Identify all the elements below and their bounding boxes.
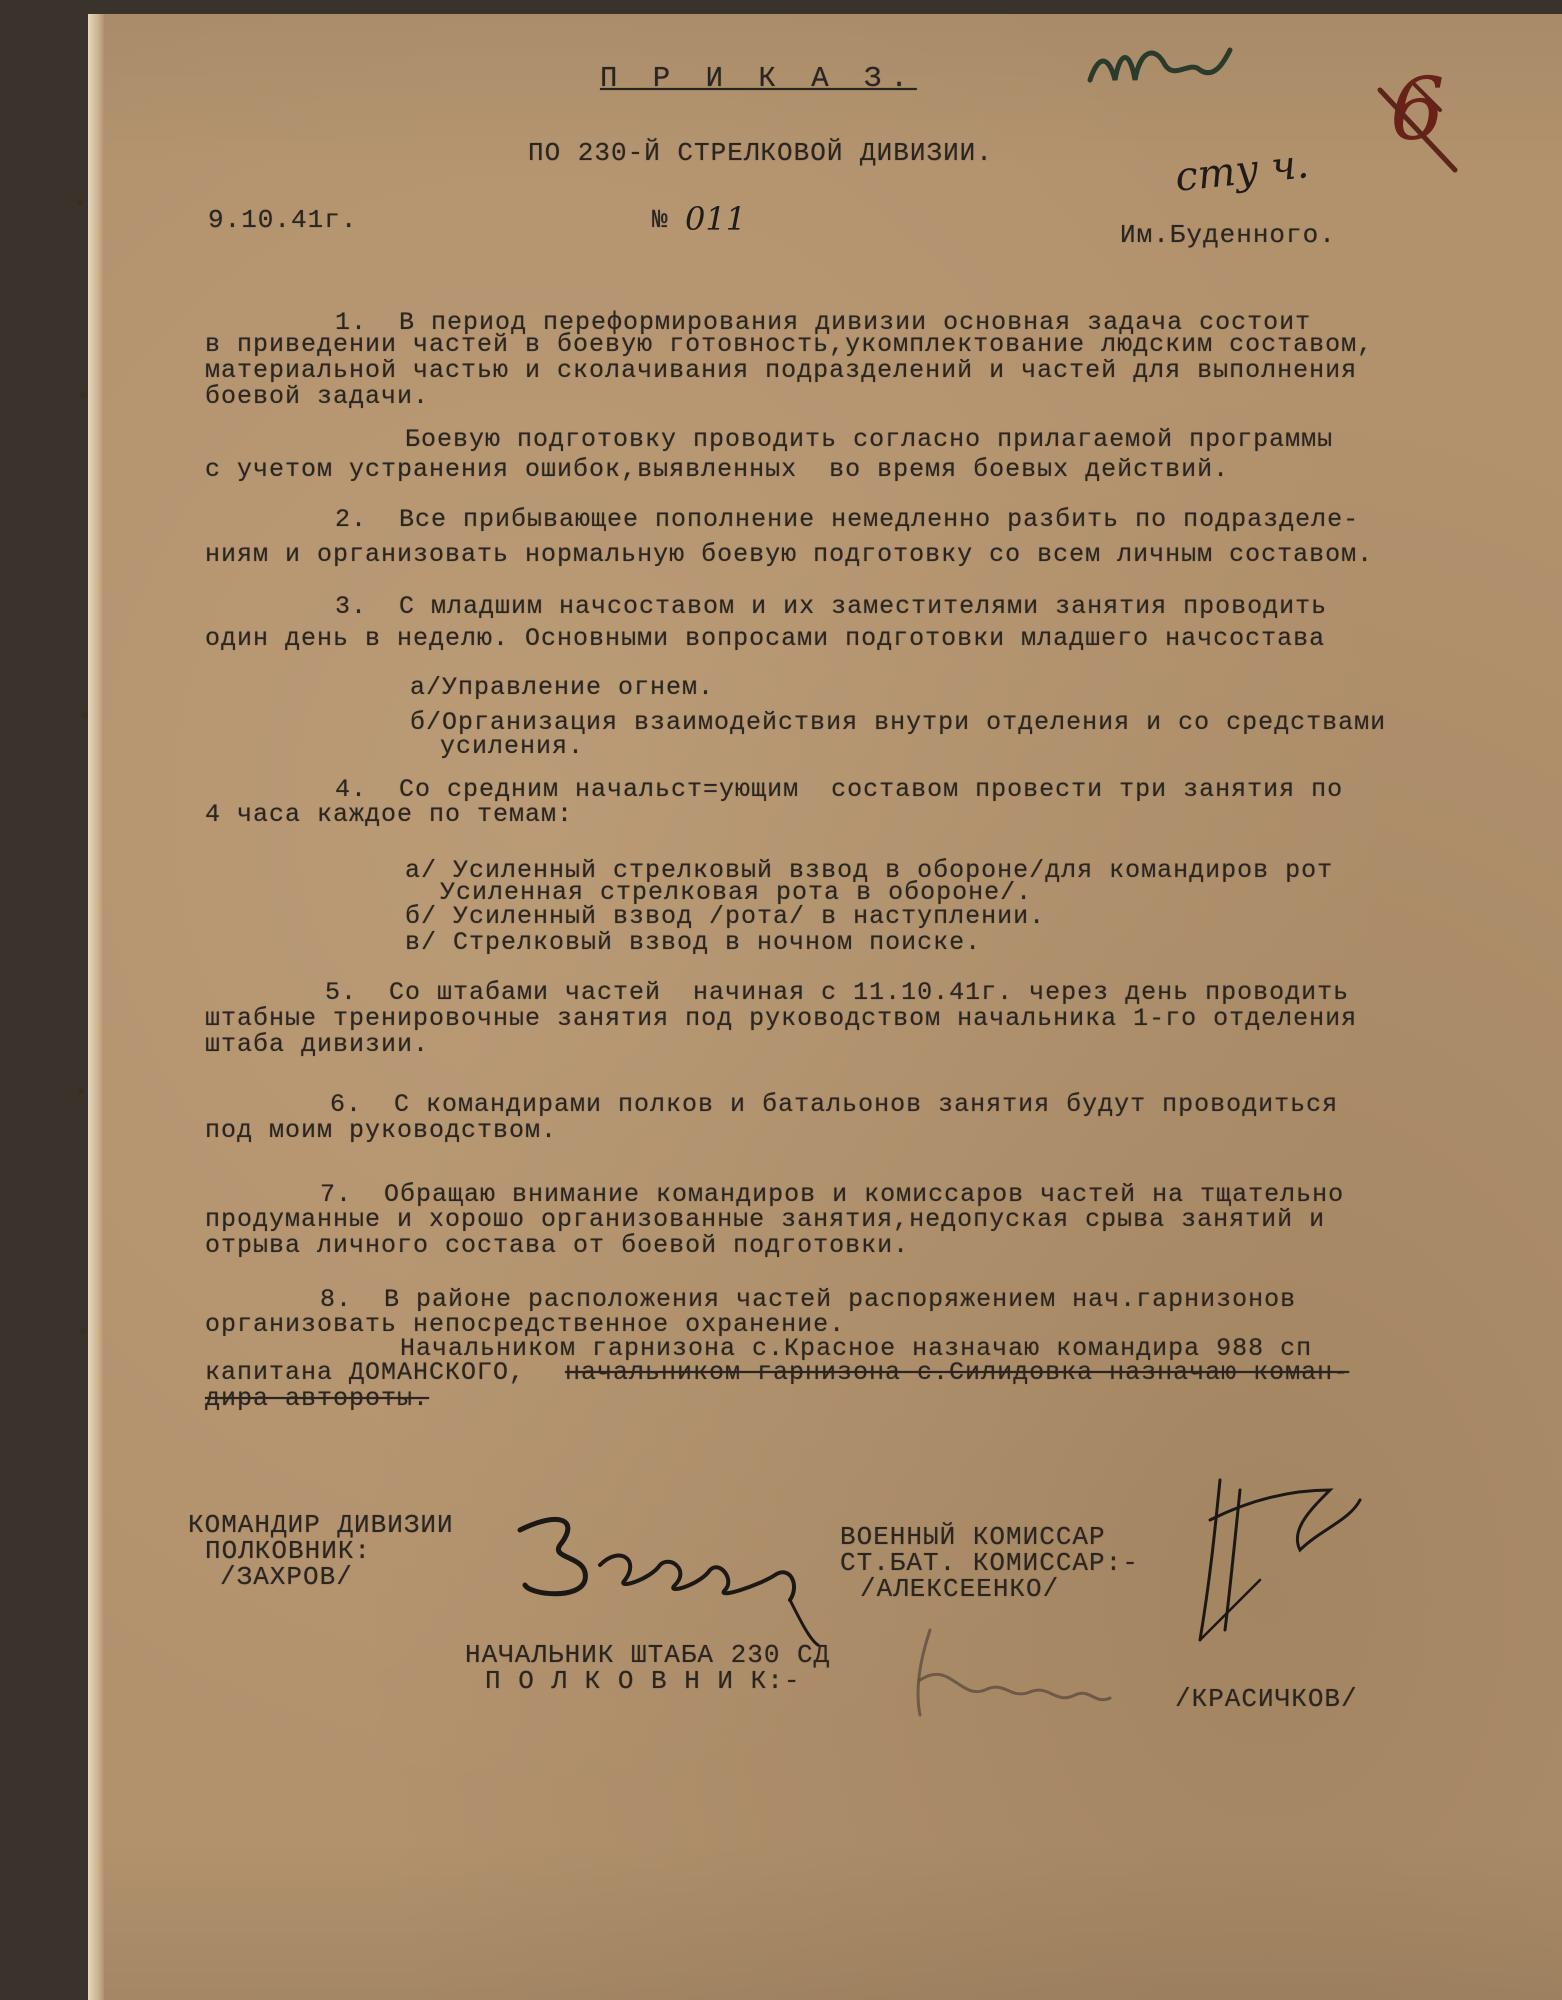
commander-name: /ЗАХРОВ/ (220, 1562, 353, 1592)
paragraph-1-line-1: 1. В период переформирования дивизии основная задача состоит (335, 308, 1312, 337)
paragraph-3-item-b: б/Организация взаимодействия внутри отделения и со средствами (410, 708, 1387, 737)
commissar-title: ВОЕННЫЙ КОМИССАР (840, 1522, 1106, 1552)
paragraph-8-line-1: 8. В районе расположения частей распоряжением нач.гарнизонов (320, 1285, 1297, 1314)
paragraph-3-line-1: 3. С младшим начсоставом и их заместителями занятия проводить (335, 592, 1328, 621)
binding-hole (82, 712, 88, 718)
paragraph-5-line-1: 5. Со штабами частей начиная с 11.10.41г. через день проводить (325, 978, 1350, 1007)
paragraph-2-line-2: ниям и организовать нормальную боевую подготовку со всем личным составом. (205, 540, 1374, 569)
commissar-name: /АЛЕКСЕЕНКО/ (860, 1574, 1060, 1604)
paragraph-8-line-4b-struck: начальником гарнизона с.Силидовка назначаю коман- (565, 1358, 1350, 1387)
paragraph-8-line-4a: капитана ДОМАНСКОГО, (205, 1358, 526, 1387)
paragraph-1b-line-1: Боевую подготовку проводить согласно прилагаемой программы (405, 425, 1334, 454)
paragraph-1-line-3: материальной частью и сколачивания подразделений и частей для выполнения (205, 356, 1358, 385)
paragraph-1b-line-2: с учетом устранения ошибок,выявленных во время боевых действий. (205, 455, 1230, 484)
paragraph-8-line-5-struck: дира автороты. (205, 1384, 430, 1413)
commander-signature (500, 1490, 830, 1655)
paragraph-5-line-3: штаба дивизии. (205, 1030, 430, 1059)
binding-hole (77, 200, 83, 206)
binding-hole (80, 392, 86, 398)
paragraph-6-line-2: под моим руководством. (205, 1116, 558, 1145)
chief-of-staff-signature (890, 1620, 1130, 1735)
paragraph-7-line-2: продуманные и хорошо организованные занятия,недопуская срыва занятий и (205, 1205, 1326, 1234)
document-subtitle: ПО 230-Й СТРЕЛКОВОЙ ДИВИЗИИ. (528, 138, 993, 168)
paragraph-1-line-2: в приведении частей в боевую готовность,укомплектование людским составом, (205, 330, 1374, 359)
paragraph-3-line-2: один день в неделю. Основными вопросами подготовки младшего начсостава (205, 624, 1326, 653)
paragraph-8-line-2: организовать непосредственное охранение. (205, 1310, 846, 1339)
paragraph-3-item-a: а/Управление огнем. (410, 673, 715, 702)
chief-of-staff-name: /КРАСИЧКОВ/ (1175, 1684, 1358, 1714)
paragraph-7-line-1: 7. Обращаю внимание командиров и комиссаров частей на тщательно (320, 1180, 1345, 1209)
commissar-rank: СТ.БАТ. КОМИССАР:- (840, 1548, 1139, 1578)
paragraph-4-line-1: 4. Со средним начальст=ующим составом провести три занятия по (335, 775, 1344, 804)
commissar-signature (1180, 1460, 1380, 1665)
paragraph-3-item-b-cont: усиления. (440, 732, 585, 761)
document-number-prefix: № (652, 205, 669, 235)
document-title: П Р И К А З. (600, 62, 917, 95)
paragraph-1-line-4: боевой задачи. (205, 382, 430, 411)
commander-rank: ПОЛКОВНИК: (205, 1536, 372, 1566)
document-place: Им.Буденного. (1120, 220, 1336, 250)
paragraph-4-item-b: б/ Усиленный взвод /рота/ в наступлении. (405, 902, 1046, 931)
paragraph-6-line-1: 6. С командирами полков и батальонов занятия будут проводиться (330, 1090, 1339, 1119)
binding-hole (80, 1328, 86, 1334)
paragraph-7-line-3: отрыва личного состава от боевой подготовки. (205, 1231, 910, 1260)
paragraph-2-line-1: 2. Все прибывающее пополнение немедленно разбить по подразделе- (335, 505, 1360, 534)
chief-of-staff-rank: П О Л К О В Н И К:- (485, 1666, 801, 1696)
archive-scribble (1080, 20, 1240, 105)
red-mark-strike (1360, 70, 1470, 185)
paragraph-4-line-2: 4 часа каждое по темам: (205, 800, 574, 829)
commander-title: КОМАНДИР ДИВИЗИИ (188, 1510, 454, 1540)
paper-edge (88, 14, 104, 2000)
corner-note: сту ч. (1172, 141, 1311, 201)
document-number: 011 (685, 200, 747, 238)
chief-of-staff-title: НАЧАЛЬНИК ШТАБА 230 СД (465, 1640, 831, 1670)
paragraph-4-item-a-cont: Усиленная стрелковая рота в обороне/. (440, 878, 1033, 907)
paragraph-5-line-2: штабные тренировочные занятия под руководством начальника 1-го отделения (205, 1004, 1358, 1033)
paragraph-8-line-3: Начальником гарнизона с.Красное назначаю командира 988 сп (400, 1334, 1313, 1363)
paragraph-4-item-c: в/ Стрелковый взвод в ночном поиске. (405, 928, 982, 957)
binding-hole (78, 1088, 84, 1094)
document-date: 9.10.41г. (208, 205, 358, 235)
paragraph-4-item-a: а/ Усиленный стрелковый взвод в обороне/для командиров рот (405, 856, 1334, 885)
corner-mark: 6 (1390, 60, 1445, 160)
